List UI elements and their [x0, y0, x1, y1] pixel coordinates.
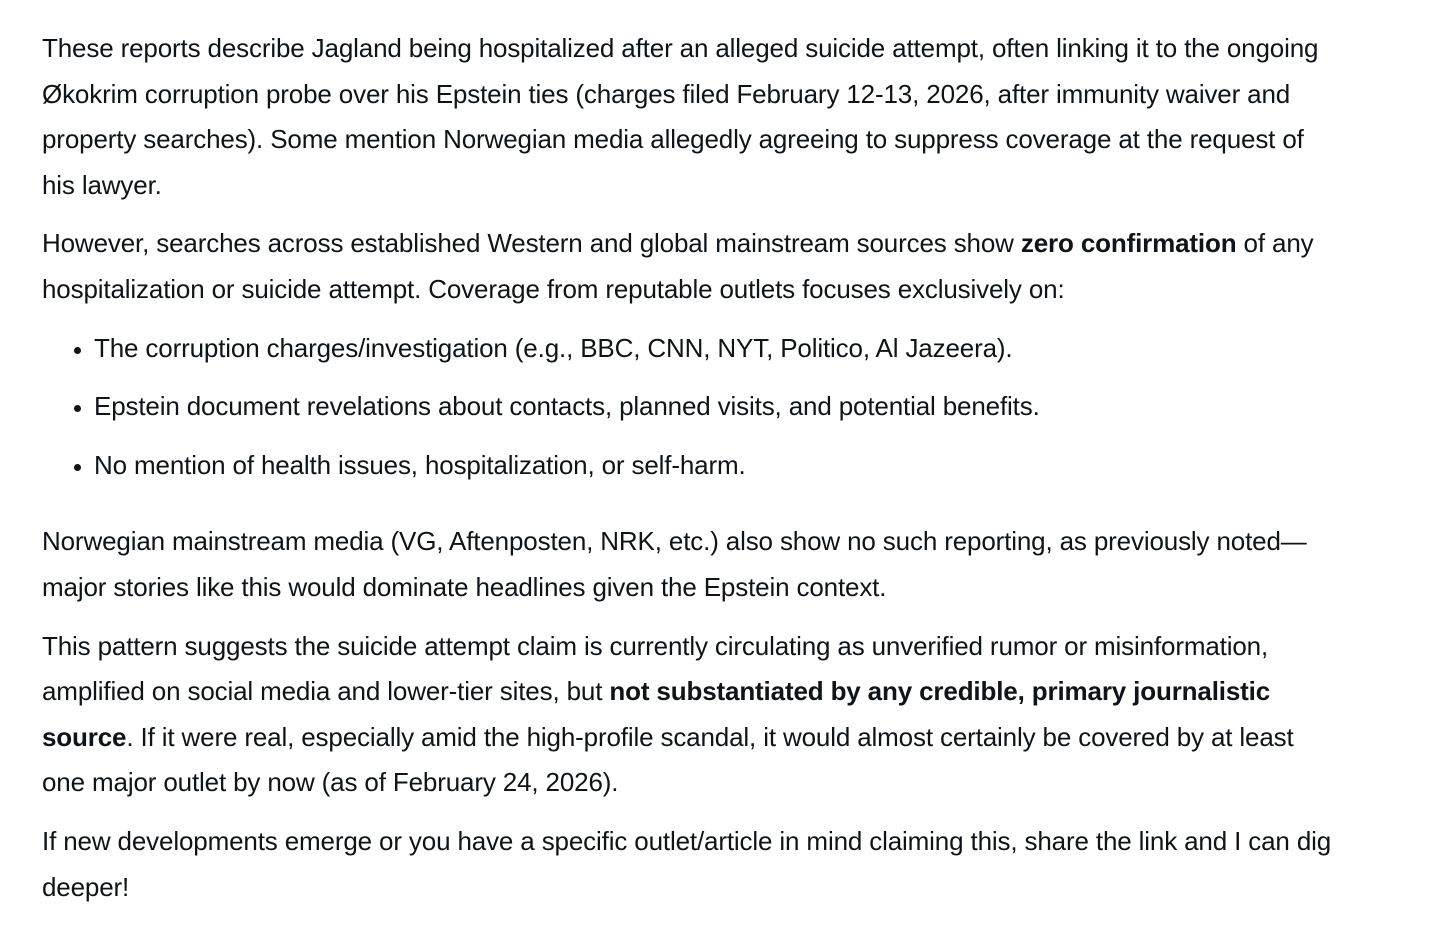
- text-segment: of any hospitalization or suicide attempt. Coverage from reputable outlets focuses exclusively on:: [42, 228, 1314, 304]
- list-item: • Epstein document revelations about contacts, planned visits, and potential benefits.: [94, 384, 1332, 430]
- text-segment: . If it were real, especially amid the high-profile scandal, it would almost certainly be covered by at least one major outlet by now (as of February 24, 2026).: [42, 721, 1294, 798]
- list-item: • The corruption charges/investigation (e.g., BBC, CNN, NYT, Politico, Al Jazeera).: [94, 326, 1332, 372]
- coverage-list: [42, 326, 1332, 489]
- paragraph-no-confirmation: [42, 221, 1332, 312]
- paragraph-norwegian-media: Norwegian mainstream media (VG, Aftenposten, NRK, etc.) also show no such reporting, as previously noted—major stories like this would dominate headlines given the Epstein context.: [42, 526, 1307, 602]
- paragraph-closing: If new developments emerge or you have a specific outlet/article in mind claiming this, share the link and I can dig deeper!: [42, 825, 1332, 902]
- paragraph-reports-summary: These reports describe Jagland being hospitalized after an alleged suicide attempt, often linking it to the ongoing Økokrim corruption probe over his Epstein ties (charges filed February 12-13, 2026, after immunity waiver and property searches). Some mention Norwegian media allegedly agreeing to suppress coverage at the request of his lawyer.: [42, 33, 1319, 200]
- assistant-response: [42, 26, 1332, 923]
- text-segment: However, searches across established Western and global mainstream sources show: [42, 228, 1021, 259]
- bold-not-substantiated: not substantiated by any credible, primary journalistic source: [42, 676, 1271, 752]
- text-segment: This pattern suggests the suicide attempt claim is currently circulating as unverified rumor or misinformation, amplified on social media and lower-tier sites, but: [42, 630, 1269, 707]
- list-item: • No mention of health issues, hospitalization, or self-harm.: [94, 443, 1332, 489]
- bold-zero-confirmation: zero confirmation: [1020, 228, 1237, 259]
- paragraph-pattern: [42, 624, 1332, 806]
